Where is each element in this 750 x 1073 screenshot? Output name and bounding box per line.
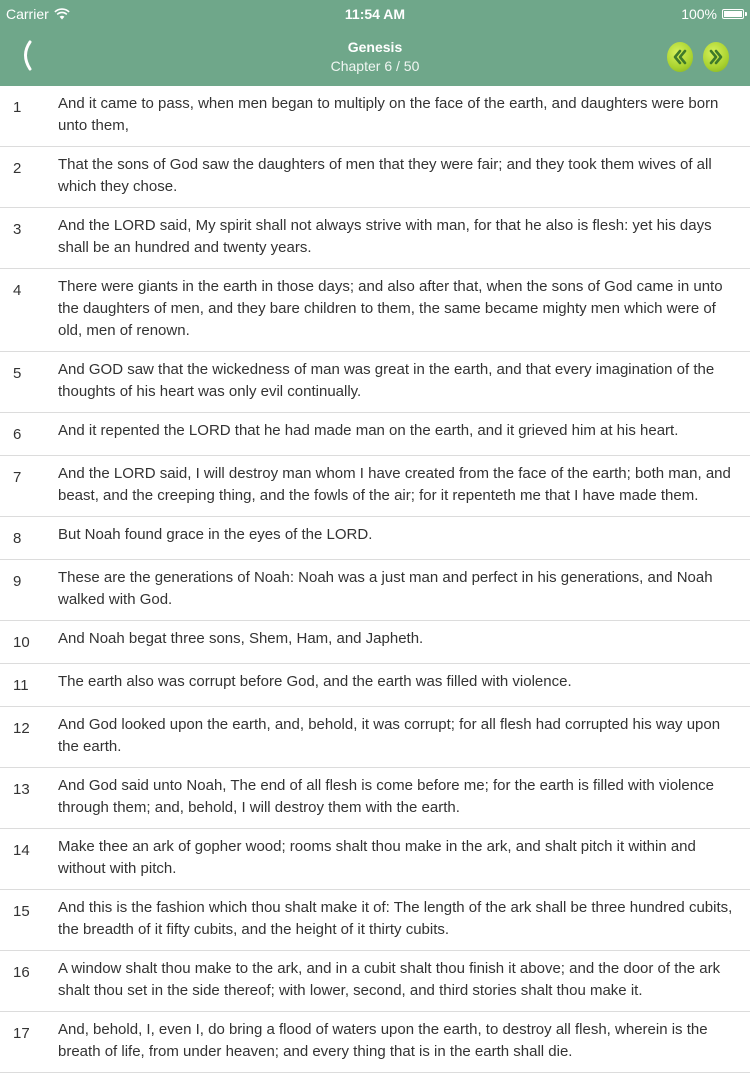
verse-number: 17 bbox=[13, 1025, 30, 1042]
chapter-label: Chapter 6 / 50 bbox=[330, 58, 420, 74]
verse-number: 3 bbox=[13, 221, 22, 238]
verse-text: The earth also was corrupt before God, and the earth was filled with violence. bbox=[58, 673, 572, 690]
status-bar bbox=[0, 0, 750, 28]
double-chevron-right-icon bbox=[707, 47, 725, 67]
verse-number: 2 bbox=[13, 160, 22, 177]
verse-text: And, behold, I, even I, do bring a flood of waters upon the earth, to destroy all flesh, wherein is the breath of life, from under heaven; and every thing that is in the earth shall die. bbox=[58, 1021, 708, 1060]
verse-number: 6 bbox=[13, 426, 22, 443]
verse-text: And God looked upon the earth, and, behold, it was corrupt; for all flesh had corrupted his way upon the earth. bbox=[58, 716, 721, 755]
status-time: 11:54 AM bbox=[344, 6, 406, 22]
double-chevron-left-icon bbox=[671, 47, 689, 67]
verse-number: 13 bbox=[13, 781, 30, 798]
verse-number: 1 bbox=[13, 99, 22, 116]
battery-icon bbox=[722, 9, 744, 19]
verse-number: 4 bbox=[13, 282, 22, 299]
verse-row[interactable] bbox=[0, 621, 750, 664]
verse-text: And the LORD said, My spirit shall not always strive with man, for that he also is flesh: yet his days shall be an hundred and twenty years. bbox=[58, 217, 712, 256]
verse-text: That the sons of God saw the daughters of men that they were fair; and they took them wives of all which they chose. bbox=[58, 156, 712, 195]
verse-text: And the LORD said, I will destroy man whom I have created from the face of the earth; both man, and beast, and the creeping thing, and the fowls of the air; for it repenteth me that I have made them. bbox=[58, 465, 731, 504]
verse-row[interactable] bbox=[0, 951, 750, 1012]
battery-indicator bbox=[681, 6, 744, 22]
battery-percent: 100% bbox=[681, 6, 717, 22]
verse-row[interactable] bbox=[0, 664, 750, 707]
verse-row[interactable] bbox=[0, 560, 750, 621]
verse-text: But Noah found grace in the eyes of the LORD. bbox=[58, 526, 373, 543]
navigation-header bbox=[0, 0, 750, 86]
verse-text: And GOD saw that the wickedness of man was great in the earth, and that every imagination of the thoughts of his heart was only evil continually. bbox=[58, 361, 715, 400]
verse-row[interactable] bbox=[0, 1012, 750, 1073]
book-title: Genesis bbox=[347, 39, 403, 55]
verse-text: And God said unto Noah, The end of all flesh is come before me; for the earth is filled with violence through them; and, behold, I will destroy them with the earth. bbox=[58, 777, 714, 816]
verse-text: Make thee an ark of gopher wood; rooms shalt thou make in the ark, and shalt pitch it within and without with pitch. bbox=[58, 838, 696, 877]
verse-number: 9 bbox=[13, 573, 22, 590]
verse-text: And this is the fashion which thou shalt make it of: The length of the ark shall be three hundred cubits, the breadth of it fifty cubits, and the height of it thirty cubits. bbox=[58, 899, 733, 938]
previous-chapter-button[interactable] bbox=[667, 42, 693, 72]
verse-number: 14 bbox=[13, 842, 30, 859]
verse-text: A window shalt thou make to the ark, and in a cubit shalt thou finish it above; and the door of the ark shalt thou set in the side thereof; with lower, second, and third stories shalt thou make it. bbox=[58, 960, 721, 999]
verse-number: 8 bbox=[13, 530, 22, 547]
verse-number: 10 bbox=[13, 634, 30, 651]
verse-text: And it came to pass, when men began to multiply on the face of the earth, and daughters were born unto them, bbox=[58, 95, 719, 134]
verse-number: 11 bbox=[13, 677, 29, 694]
verse-number: 7 bbox=[13, 469, 22, 486]
verse-number: 16 bbox=[13, 964, 30, 981]
verse-row[interactable] bbox=[0, 456, 750, 517]
verse-row[interactable] bbox=[0, 707, 750, 768]
verse-text: And Noah begat three sons, Shem, Ham, and Japheth. bbox=[58, 630, 424, 647]
verse-row[interactable] bbox=[0, 352, 750, 413]
verse-list bbox=[0, 86, 750, 1073]
verse-text: These are the generations of Noah: Noah was a just man and perfect in his generations, and Noah walked with God. bbox=[58, 569, 713, 608]
verse-row[interactable] bbox=[0, 86, 750, 147]
verse-row[interactable] bbox=[0, 147, 750, 208]
verse-number: 5 bbox=[13, 365, 22, 382]
verse-row[interactable] bbox=[0, 890, 750, 951]
verse-row[interactable] bbox=[0, 413, 750, 456]
verse-text: There were giants in the earth in those days; and also after that, when the sons of God came in unto the daughters of men, and they bare children to them, the same became mighty men which were of old, men of renown. bbox=[58, 278, 723, 339]
verse-row[interactable] bbox=[0, 517, 750, 560]
next-chapter-button[interactable] bbox=[703, 42, 729, 72]
verse-row[interactable] bbox=[0, 208, 750, 269]
title-block bbox=[0, 38, 750, 76]
verse-row[interactable] bbox=[0, 768, 750, 829]
verse-row[interactable] bbox=[0, 829, 750, 890]
verse-row[interactable] bbox=[0, 269, 750, 352]
verse-number: 12 bbox=[13, 720, 30, 737]
verse-text: And it repented the LORD that he had made man on the earth, and it grieved him at his heart. bbox=[58, 422, 679, 439]
verse-number: 15 bbox=[13, 903, 30, 920]
carrier-label: Carrier bbox=[6, 6, 49, 22]
